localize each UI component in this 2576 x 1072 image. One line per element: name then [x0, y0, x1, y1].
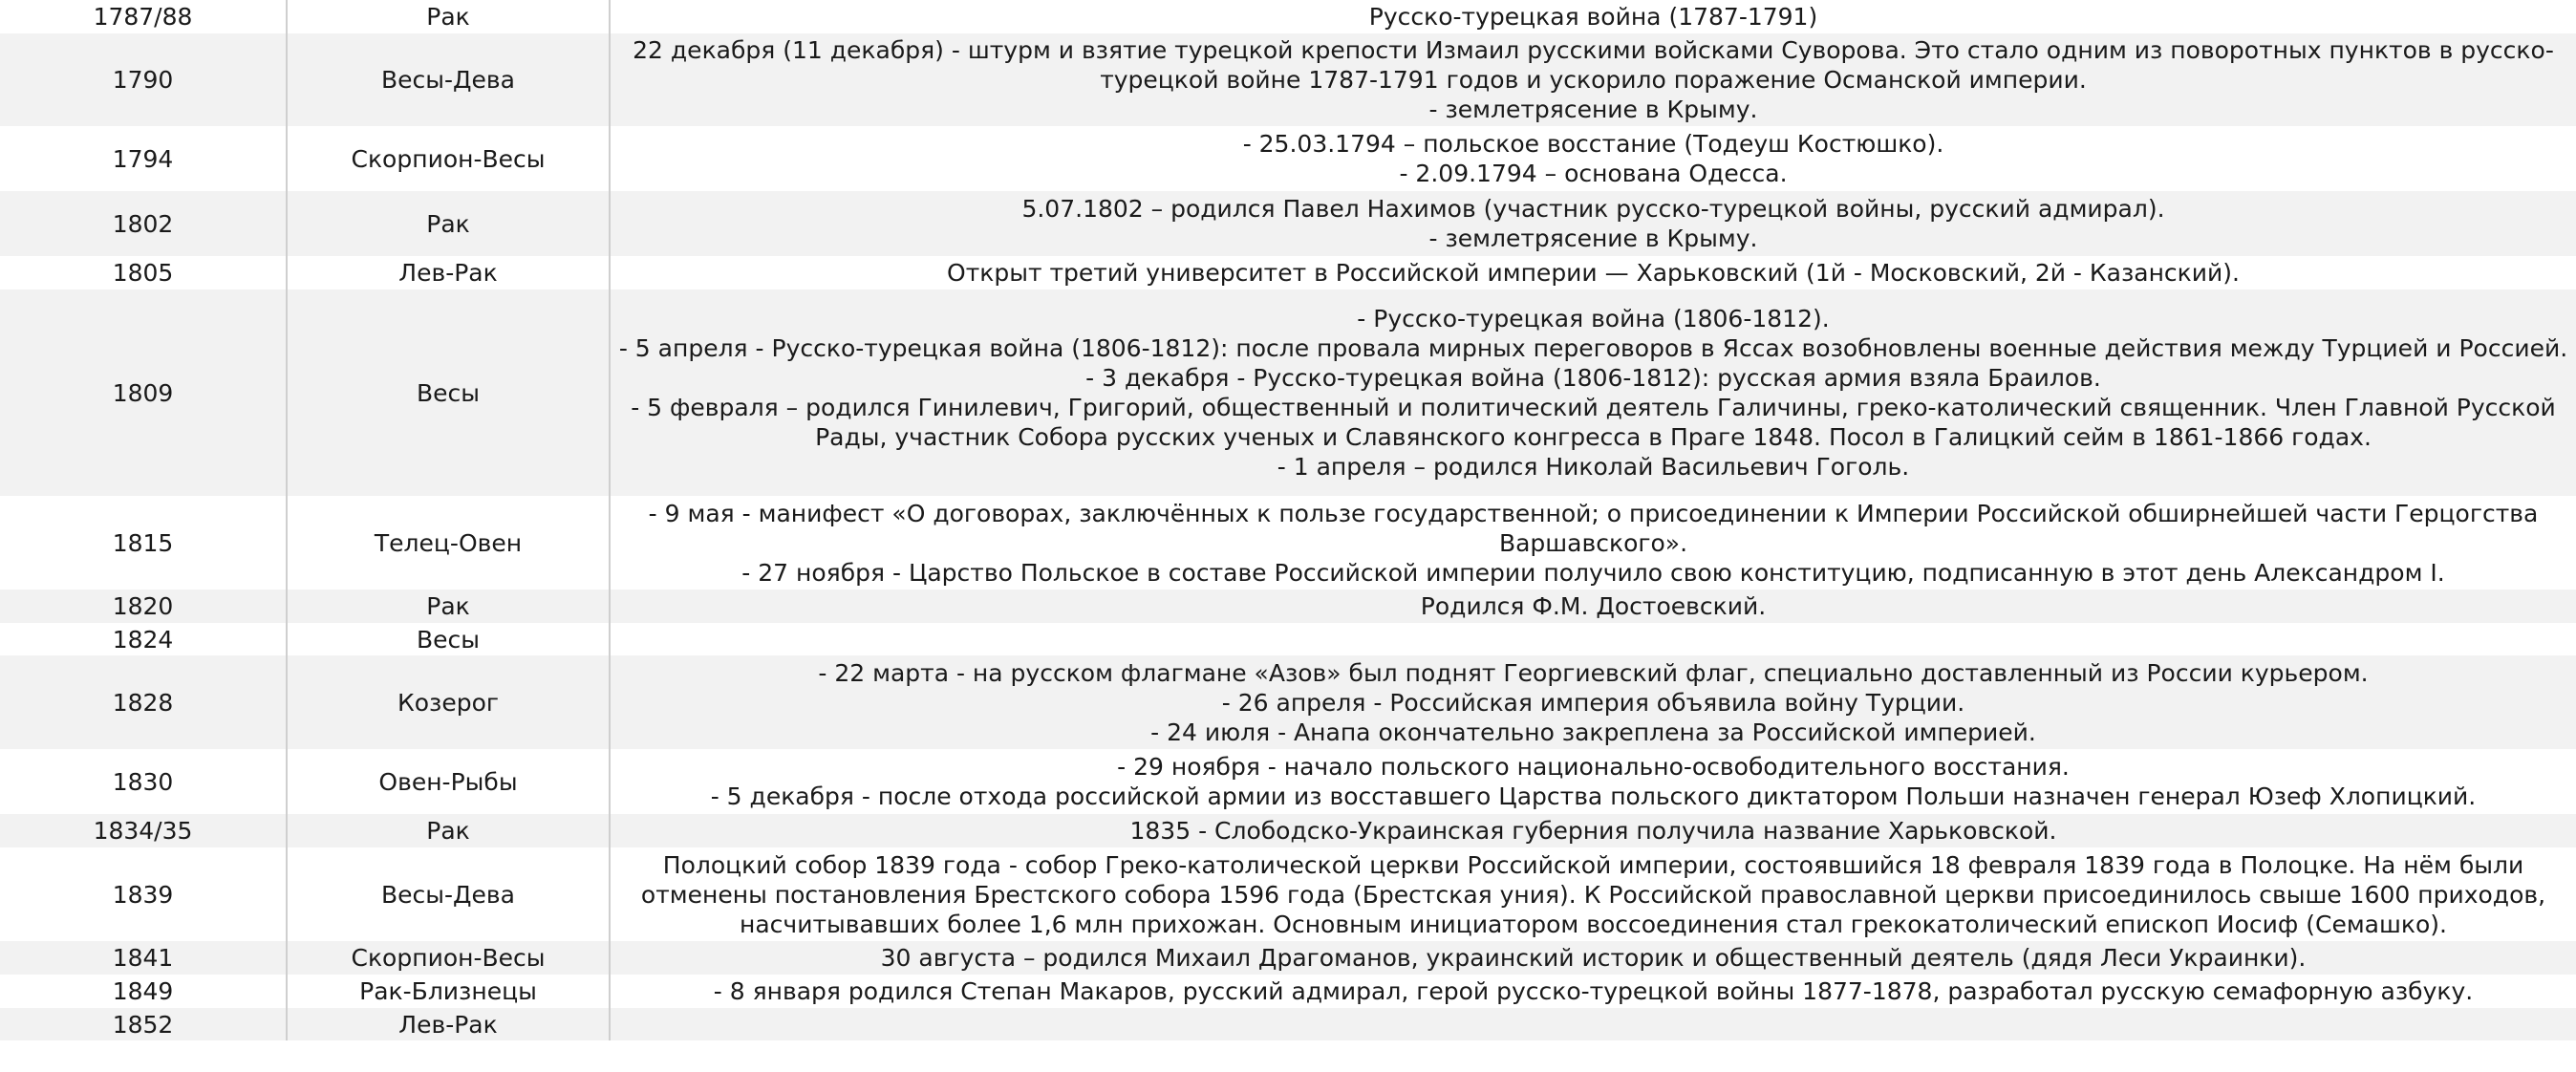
year-cell: 1841 — [0, 941, 287, 975]
table-row — [0, 623, 2576, 655]
event-line: - землетрясение в Крыму. — [1428, 96, 1758, 123]
table-row — [0, 289, 2576, 496]
zodiac-sign-cell: Рак — [287, 590, 610, 623]
zodiac-sign-cell: Рак — [287, 0, 610, 33]
events-cell — [610, 191, 2576, 256]
table-row — [0, 256, 2576, 289]
zodiac-sign-cell: Козерог — [287, 655, 610, 749]
year-cell: 1787/88 — [0, 0, 287, 33]
year-cell: 1852 — [0, 1008, 287, 1040]
event-line: - 24 июля - Анапа окончательно закреплена за Российской империей. — [1150, 718, 2036, 746]
events-cell — [610, 496, 2576, 590]
events-cell — [610, 256, 2576, 289]
events-cell — [610, 1008, 2576, 1040]
events-cell — [610, 623, 2576, 655]
table-row — [0, 191, 2576, 256]
table-row — [0, 0, 2576, 33]
year-cell: 1824 — [0, 623, 287, 655]
events-cell — [610, 0, 2576, 33]
events-cell — [610, 975, 2576, 1008]
year-cell: 1839 — [0, 847, 287, 941]
table-row — [0, 1008, 2576, 1040]
event-line: - 26 апреля - Российская империя объявила войну Турции. — [1221, 688, 1965, 717]
event-line: Русско-турецкая война (1787-1791) — [1368, 3, 1818, 31]
table-row — [0, 655, 2576, 749]
event-line: Открыт третий университет в Российской империи — Харьковский (1й - Московский, 2й - Казанский). — [947, 259, 2240, 287]
zodiac-sign-cell: Телец-Овен — [287, 496, 610, 590]
table-row — [0, 749, 2576, 814]
event-line: 5.07.1802 – родился Павел Нахимов (участник русско-турецкой войны, русский адмирал). — [1021, 195, 2165, 223]
events-cell — [610, 126, 2576, 191]
year-cell: 1794 — [0, 126, 287, 191]
year-cell: 1802 — [0, 191, 287, 256]
zodiac-sign-cell: Рак-Близнецы — [287, 975, 610, 1008]
event-line: - землетрясение в Крыму. — [1428, 225, 1758, 252]
table-row — [0, 496, 2576, 590]
year-cell: 1805 — [0, 256, 287, 289]
event-line: - 27 ноября - Царство Польское в составе Российской империи получило свою конституцию, подписанную в этот день Александром I. — [741, 558, 2445, 587]
events-cell — [610, 590, 2576, 623]
table-row — [0, 847, 2576, 941]
event-line: 30 августа – родился Михаил Драгоманов, украинский историк и общественный деятель (дядя Леси Украинки). — [880, 944, 2307, 972]
zodiac-sign-cell: Скорпион-Весы — [287, 941, 610, 975]
event-line: - 5 февраля – родился Гинилевич, Григорий, общественный и политический деятель Галичины, греко-католический священник. Член Главной Русской Рады, участник Собора русских ученых и Славянского конгресса в Праге 1848. Посол в Галицкий сейм в 1861-1866 годах. — [631, 394, 2556, 451]
events-cell — [610, 655, 2576, 749]
zodiac-sign-cell: Лев-Рак — [287, 256, 610, 289]
events-cell — [610, 941, 2576, 975]
zodiac-sign-cell: Рак — [287, 191, 610, 256]
event-line: - 22 марта - на русском флагмане «Азов» был поднят Георгиевский флаг, специально доставленный из России курьером. — [818, 658, 2369, 687]
table-row — [0, 941, 2576, 975]
zodiac-sign-cell: Весы — [287, 289, 610, 496]
events-cell — [610, 814, 2576, 847]
event-line: - 5 апреля - Русско-турецкая война (1806-1812): после провала мирных переговоров в Яссах возобновлены военные действия между Турцией и Россией. — [618, 334, 2568, 362]
zodiac-sign-cell: Скорпион-Весы — [287, 126, 610, 191]
table-row — [0, 814, 2576, 847]
year-cell: 1820 — [0, 590, 287, 623]
event-line: - 9 мая - манифест «О договорах, заключённых к пользе государственной; о присоединении к Империи Российской обширнейшей части Герцогства Варшавского». — [648, 499, 2539, 557]
table-row — [0, 33, 2576, 126]
event-line: - 8 января родился Степан Макаров, русский адмирал, герой русско-турецкой войны 1877-1878, разработал русскую семафорную азбуку. — [713, 977, 2474, 1005]
event-line: 22 декабря (11 декабря) - штурм и взятие турецкой крепости Измаил русскими войсками Суворова. Это стало одним из поворотных пунктов в русско-турецкой войне 1787-1791 годов и ускорило поражение Османской империи. — [633, 36, 2554, 94]
year-cell: 1809 — [0, 289, 287, 496]
event-line: - 1 апреля – родился Николай Васильевич Гоголь. — [1277, 453, 1910, 481]
event-line: - Русско-турецкая война (1806-1812). — [1357, 305, 1830, 332]
zodiac-sign-cell: Овен-Рыбы — [287, 749, 610, 814]
table-row — [0, 975, 2576, 1008]
events-cell — [610, 847, 2576, 941]
event-line: 1835 - Слободско-Украинская губерния получила название Харьковской. — [1129, 817, 2057, 845]
zodiac-sign-cell: Лев-Рак — [287, 1008, 610, 1040]
event-line: - 25.03.1794 – польское восстание (Тодеуш Костюшко). — [1242, 130, 1944, 158]
events-cell — [610, 289, 2576, 496]
year-cell: 1834/35 — [0, 814, 287, 847]
zodiac-sign-cell: Весы — [287, 623, 610, 655]
event-line: - 5 декабря - после отхода российской армии из восставшего Царства польского диктатором Польши назначен генерал Юзеф Хлопицкий. — [710, 783, 2477, 810]
zodiac-sign-cell: Весы-Дева — [287, 847, 610, 941]
event-line: Родился Ф.М. Достоевский. — [1420, 592, 1767, 620]
year-cell: 1849 — [0, 975, 287, 1008]
event-line: - 29 ноября - начало польского национально-освободительного восстания. — [1117, 753, 2070, 781]
table-row — [0, 590, 2576, 623]
zodiac-sign-cell: Рак — [287, 814, 610, 847]
year-cell: 1815 — [0, 496, 287, 590]
event-line: Полоцкий собор 1839 года - собор Греко-католической церкви Российской империи, состоявшийся 18 февраля 1839 года в Полоцке. На нём были отменены постановления Брестского собора 1596 года (Брестская уния). К Российской православной церкви присоединилось свыше 1600 приходов, насчитывавших более 1,6 млн прихожан. Основным инициатором воссоединения стал грекокатолический епископ Иосиф (Семашко). — [640, 850, 2546, 938]
zodiac-sign-cell: Весы-Дева — [287, 33, 610, 126]
event-line: - 3 декабря - Русско-турецкая война (1806-1812): русская армия взяла Браилов. — [1085, 364, 2101, 392]
year-cell: 1830 — [0, 749, 287, 814]
year-cell: 1790 — [0, 33, 287, 126]
table-row — [0, 126, 2576, 191]
event-line: - 2.09.1794 – основана Одесса. — [1399, 160, 1788, 187]
year-cell: 1828 — [0, 655, 287, 749]
events-cell — [610, 33, 2576, 126]
events-cell — [610, 749, 2576, 814]
